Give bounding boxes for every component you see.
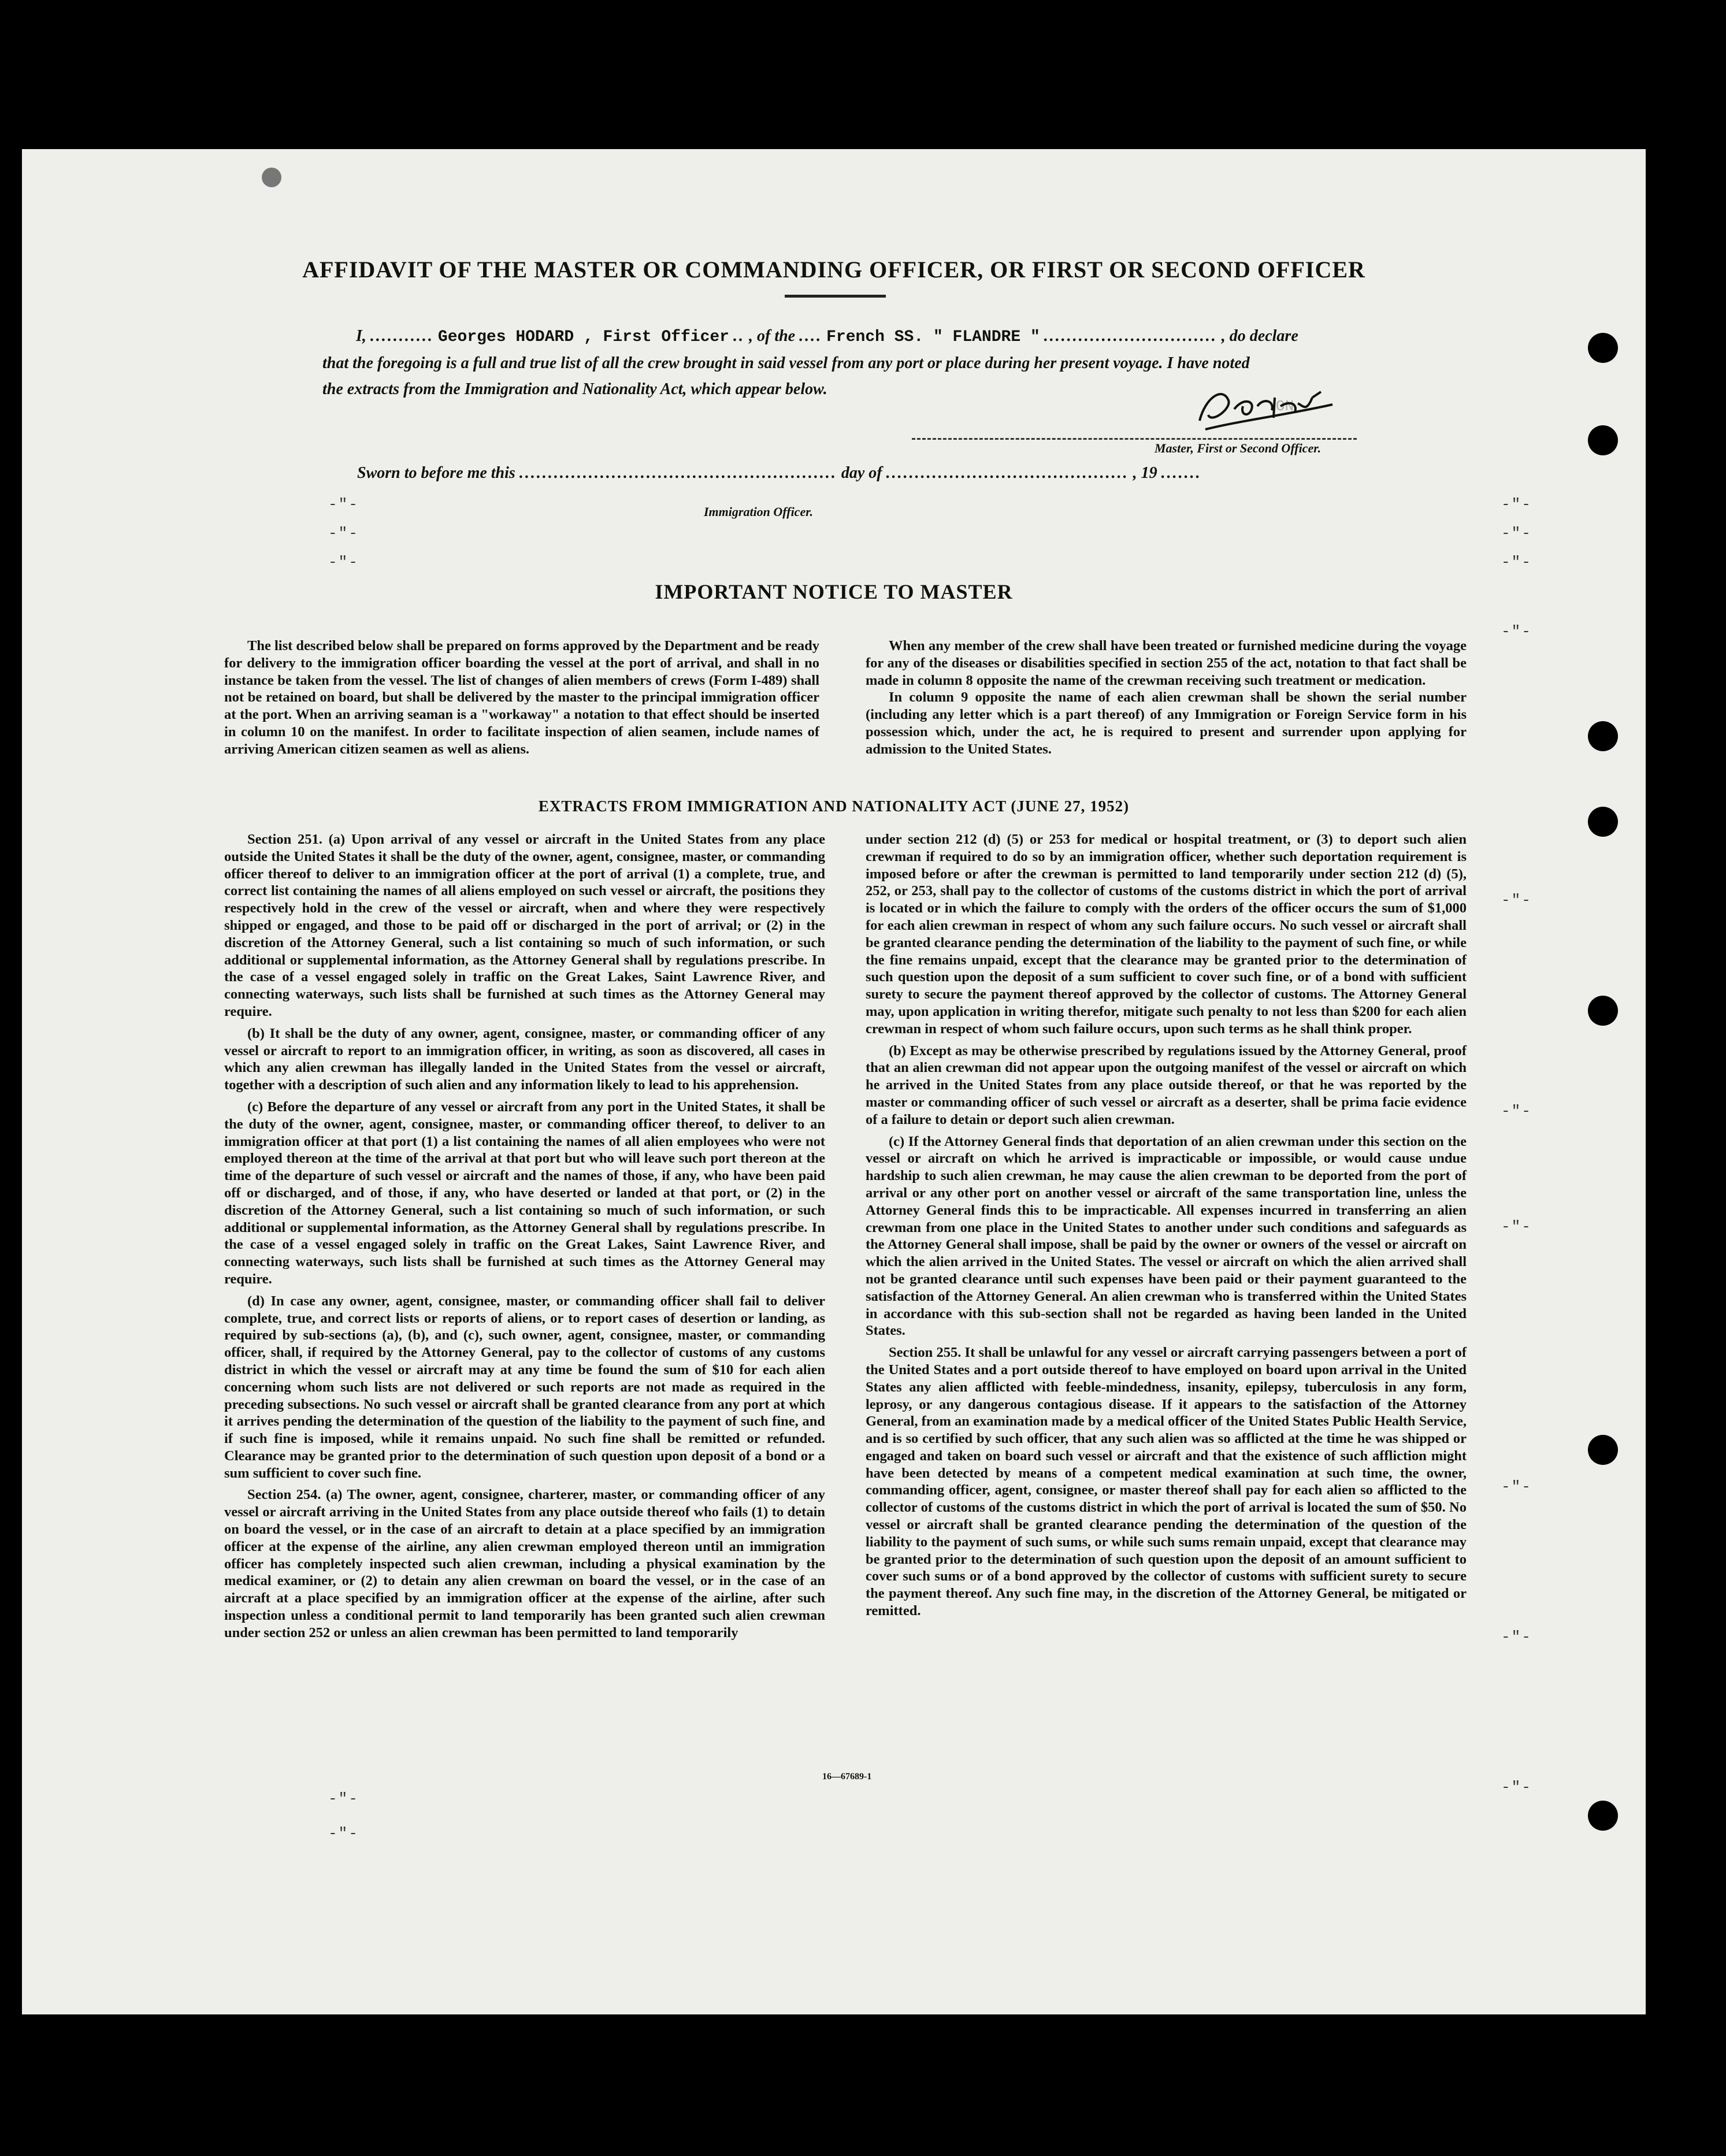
ditto-mark: -"- [328,554,359,571]
ditto-mark: -"- [1501,623,1532,640]
binder-hole [1588,721,1618,751]
signature-line [912,438,1357,440]
ditto-mark: -"- [328,1825,359,1842]
notice-paragraph: In column 9 opposite the name of each alien crewman shall be shown the serial number (including any letter which is a part thereof) of any Immigration or Foreign Service form in his possession which, under the act, he is required to present and surrender upon applying for admission to the United States. [866,689,1467,757]
notice-right-column [866,637,1467,758]
notice-paragraph: When any member of the crew shall have been treated or furnished medicine during the voyage for any of the diseases or disabilities specified in section 255 of the act, notation to that fact shall be made in column 8 opposite the name of the crewman receiving such treatment or medication. [866,638,1467,688]
extracts-right-column [866,831,1467,1620]
signature-caption: Master, First or Second Officer. [1155,441,1322,455]
ditto-mark: -"- [1501,1218,1532,1235]
binder-hole [1588,996,1618,1026]
binder-hole [1588,1435,1618,1465]
section-paragraph: (c) Before the departure of any vessel or aircraft from any port in the United States, it shall be the duty of the owner, agent, consignee, master, or commanding officer thereof, to deliver to an immigration officer at that port (1) a list containing the names of all alien employees who were not employed thereon at the time of the arrival at that port but who will leave such port thereon at the time of the departure of such vessel or aircraft and the names of those, if any, who have been paid off or discharged, and of those, if any, who have deserted or landed at that port, or (2) in the discretion of the Attorney General, such a list containing so much of such information, or such additional or supplemental information, as the Attorney General shall by regulations prescribe. In the case of a vessel engaged solely in traffic on the Great Lakes, Saint Lawrence River, and connecting waterways, such lists shall be furnished at such times as the Attorney General may require. [224,1099,825,1287]
sworn-label: Sworn to before me this [357,464,515,482]
affidavit-declaration-line: I, ........... Georges HODARD , First Officer .. , of the .... French SS. " FLANDRE " .............................. , do declare [356,327,1298,346]
day-of-label: day of [841,464,882,482]
extracts-title: EXTRACTS FROM IMMIGRATION AND NATIONALITY ACT (JUNE 27, 1952) [538,797,1130,815]
ditto-mark: -"- [328,525,359,542]
officer-name: Georges HODARD , First Officer [437,328,729,346]
section-paragraph: (b) Except as may be otherwise prescribed by regulations issued by the Attorney General, proof that an alien crewman did not appear upon the outgoing manifest of the vessel or aircraft on which he arrived in the United States from any place outside thereof, or that he was reported by the master or commanding officer of such vessel or aircraft as a deserter, shall be prima facie evidence of a failure to detain or deport such alien crewman. [866,1042,1467,1127]
notice-paragraph: The list described below shall be prepared on forms approved by the Department and be ready for delivery to the immigration officer boarding the vessel at the port of arrival, and shall in no instance be taken from the vessel. The list of changes of alien members of crews (Form I-489) shall not be retained on board, but shall be delivered by the master to the principal immigration officer at the port. When an arriving seaman is a "workaway" a notation to that effect should be inserted in column 10 on the manifest. In order to facilitate inspection of alien seamen, include names of arriving American citizen seamen as well as aliens. [224,638,819,757]
punch-mark [262,168,281,187]
section-paragraph: under section 212 (d) (5) or 253 for medical or hospital treatment, or (3) to deport such alien crewman if required to do so by an immigration officer, whether such deportation requirement is imposed before or after the crewman is permitted to land temporarily under section 212 (d) (5), 252, or 253, shall pay to the collector of customs of the customs district in which the port of arrival is located or in which the failure to comply with the orders of the officer occurs the sum of $1,000 for each alien crewman in respect of whom any such failure occurs. No such vessel or aircraft shall be granted clearance pending the determination of the liability to the payment of such fine, or while the fine remains unpaid, except that the clearance may be granted prior to the determination of such question upon the deposit of a sum sufficient to cover such fine, or of a bond with sufficient surety to secure the payment thereof approved by the collector of customs. The Attorney General may, upon application in writing therefor, mitigate such penalty to not less than $200 for each alien crewman in respect of whom such failure occurs, upon such terms as he shall think proper. [866,832,1467,1037]
section-paragraph: Section 254. (a) The owner, agent, consignee, charterer, master, or commanding officer of any vessel or aircraft arriving in the United States from any place outside thereof who fails (1) to detain on board the vessel, or in the case of an aircraft to detain at a place specified by an immigration officer at the expense of the airline, any alien crewman employed thereon until an immigration officer has completely inspected such alien crewman, including a physical examination by the medical examiner, or (2) to detain any alien crewman on board the vessel, or in the case of an aircraft at a place specified by an immigration officer at the expense of the airline, after such inspection unless a conditional permit to land temporarily has been granted such alien crewman under section 252 or unless an alien crewman has been permitted to land temporarily [224,1487,825,1641]
section-paragraph: Section 255. It shall be unlawful for any vessel or aircraft carrying passengers between a port of the United States and a port outside thereof to have employed on board upon arrival in the United States any alien afflicted with feeble-mindedness, insanity, epilepsy, tuberculosis in any form, leprosy, or any dangerous contagious disease. If it appears to the satisfaction of the Attorney General, from an examination made by a medical officer of the United States Public Health Service, and is so certified by such officer, that any such alien was so afflicted at the time he was shipped or engaged and taken on board such vessel or aircraft and that the existence of such affliction might have been detected by means of a competent medical examination at such time, the owner, commanding officer, agent, consignee, or master thereof shall pay for each alien so afflicted to the collector of customs of the customs district in which the port of arrival is located the sum of $50. No vessel or aircraft shall be granted clearance pending the determination of the question of the liability to the payment of such sums, or while such sums remain unpaid, except that clearance may be granted prior to the determination of such question upon the deposit of an amount sufficient to cover such sums or of a bond approved by the collector of customs with sufficient surety to secure the payment thereof. Any such fine may, in the discretion of the Attorney General, be mitigated or remitted. [866,1345,1467,1619]
ditto-mark: -"- [1501,1779,1532,1796]
ghost-text: ON [1276,398,1294,415]
affidavit-i: I, [356,327,366,345]
title-rule [785,295,886,298]
section-paragraph: (d) In case any owner, agent, consignee, master, or commanding officer shall fail to deliver complete, true, and correct lists or reports of aliens, or to report cases of desertion or landing, as required by sub-sections (a), (b), and (c), such owner, agent, consignee, master, or commanding officer, shall, if required by the Attorney General, pay to the collector of customs of any customs district in which the vessel or aircraft may at any time be found the sum of $10 for each alien concerning whom such lists are not delivered or such reports are not made as required in the preceding subsections. No such vessel or aircraft shall be granted clearance from any port at which it arrives pending the determination of the question of the liability to the payment of such fine, and if such fine is imposed, while it remains unpaid. No such fine shall be remitted or refunded. Clearance may be granted prior to the determination of such question upon deposit of a bond or a sum sufficient to cover such fine. [224,1293,825,1481]
ditto-mark: -"- [328,1790,359,1808]
officer-signature [1188,374,1338,438]
affidavit-title: AFFIDAVIT OF THE MASTER OR COMMANDING OFFICER, OR FIRST OR SECOND OFFICER [302,257,1365,283]
section-paragraph: (b) It shall be the duty of any owner, agent, consignee, master, or commanding officer of any vessel or aircraft to report to an immigration officer, in writing, as soon as discovered, all cases in which any alien crewman has illegally landed in the United States from the vessel or aircraft, together with a description of such alien and any information likely to lead to his apprehension. [224,1025,825,1093]
notice-left-column [224,637,819,758]
ditto-mark: -"- [1501,1478,1532,1496]
declare-label: , do declare [1221,327,1298,345]
sworn-line: Sworn to before me this ....................................................... day of .......................................... , 19 ....... [357,464,1202,482]
vessel-name: French SS. " FLANDRE " [826,328,1040,346]
ditto-mark: -"- [1501,525,1532,542]
affidavit-line-2: that the foregoing is a full and true list of all the crew brought in said vessel from any port or place during her present voyage. I have noted [322,354,1250,372]
immigration-officer-caption: Immigration Officer. [704,504,814,519]
ditto-mark: -"- [328,496,359,513]
binder-hole [1588,1801,1618,1831]
document-page [22,149,1646,2014]
notice-title: IMPORTANT NOTICE TO MASTER [655,580,1013,603]
of-the-label: , of the [749,327,796,345]
extracts-left-column [224,831,825,1642]
year-label: , 19 [1133,464,1157,482]
ditto-mark: -"- [1501,1103,1532,1120]
ditto-mark: -"- [1501,1628,1532,1646]
section-paragraph: (c) If the Attorney General finds that deportation of an alien crewman under this section on the vessel or aircraft on which he arrived is impracticable or impossible, or would cause undue hardship to such alien crewman, he may cause the alien crewman to be deported from the port of arrival or any other port on another vessel or aircraft of the same transportation line, unless the Attorney General finds this to be impracticable. All expenses incurred in transferring an alien crewman from one place in the United States to another under such conditions and safeguards as the Attorney General shall impose, shall be paid by the owner or owners of the vessel or aircraft on which the alien arrived in the United States. The vessel or aircraft on which the alien arrived shall not be granted clearance until such expenses have been paid or their payment guaranteed to the satisfaction of the Attorney General. An alien crewman who is transferred within the United States in accordance with this sub-section shall not be regarded as having been landed in the United States. [866,1133,1467,1339]
binder-hole [1588,425,1618,455]
ditto-mark: -"- [1501,554,1532,571]
ditto-mark: -"- [1501,892,1532,909]
ditto-mark: -"- [1501,496,1532,513]
section-paragraph: Section 251. (a) Upon arrival of any vessel or aircraft in the United States from any place outside the United States it shall be the duty of the owner, agent, consignee, master, or commanding officer thereof to deliver to an immigration officer at the port of arrival (1) a complete, true, and correct list containing the names of all aliens employed on such vessel or aircraft, the positions they respectively hold in the crew of the vessel or aircraft, when and where they were respectively shipped or engaged, and those to be paid off or discharged in the port of arrival; or (2) in the discretion of the Attorney General, such a list containing so much of such information, or such additional or supplemental information, as the Attorney General shall by regulations prescribe. In the case of a vessel engaged solely in traffic on the Great Lakes, Saint Lawrence River, and connecting waterways, such lists shall be furnished at such times as the Attorney General may require. [224,832,825,1019]
form-number: 16—67689-1 [822,1772,872,1782]
binder-hole [1588,333,1618,363]
affidavit-line-3: the extracts from the Immigration and Nationality Act, which appear below. [322,380,827,398]
